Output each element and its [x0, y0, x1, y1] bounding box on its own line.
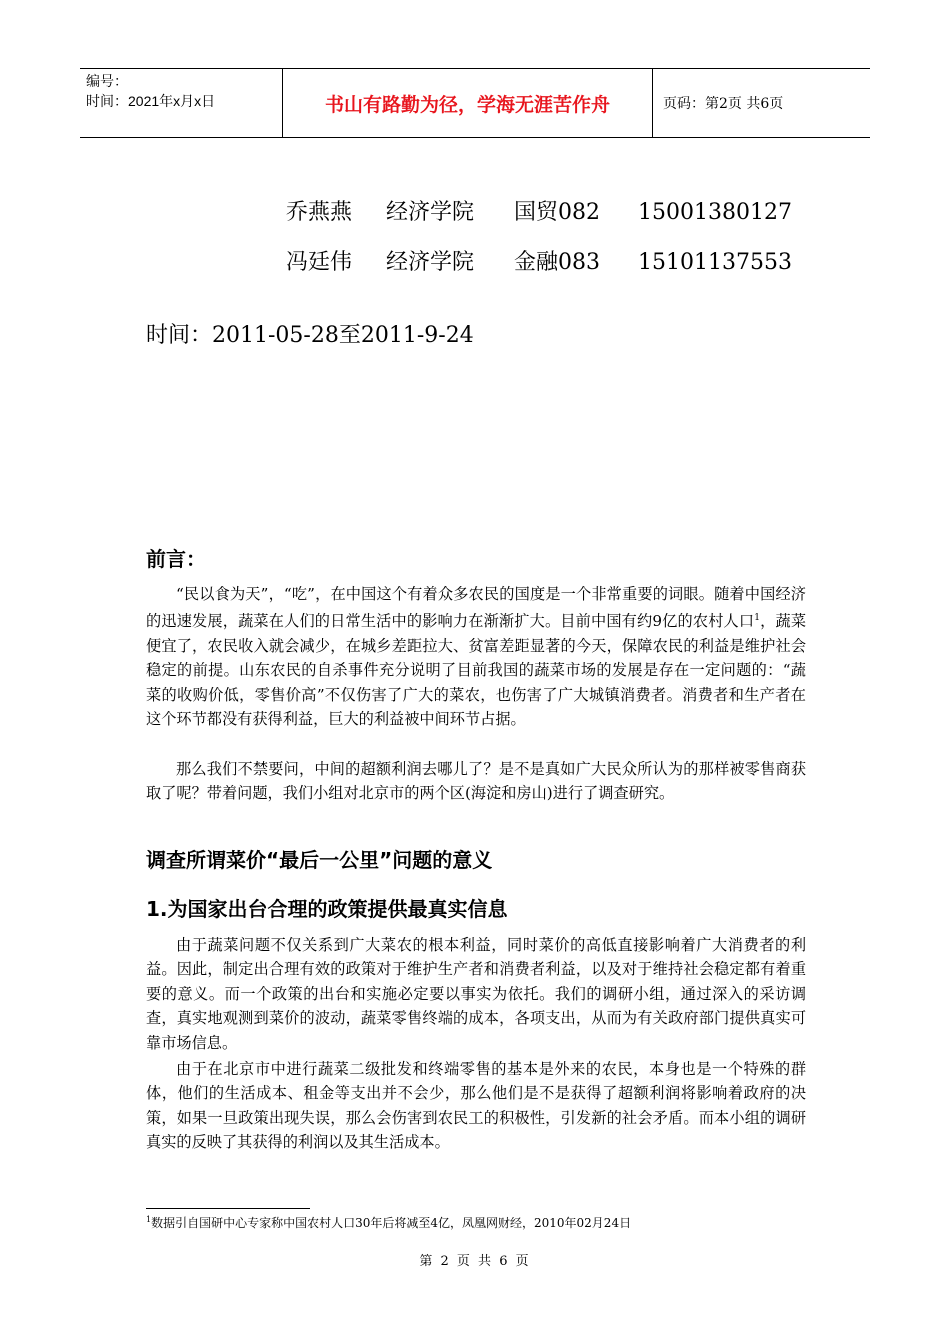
- contact-line-1: [272, 170, 792, 226]
- preface-heading: 前言：: [146, 547, 206, 571]
- contact-name: 乔燕燕: [286, 200, 353, 225]
- preface-paragraph-1: [146, 582, 806, 732]
- number-label: 编号：: [86, 73, 128, 89]
- contact-class: 国贸082: [514, 200, 600, 225]
- footnote-mark: 1: [146, 1215, 152, 1224]
- contact-class: 金融083: [514, 250, 600, 275]
- page-label: 页码：第2页 共6页: [663, 96, 784, 112]
- contact-school: 经济学院: [386, 200, 475, 225]
- contact-line-2: [272, 220, 792, 276]
- footnote-text: 数据引自国研中心专家称中国农村人口30年后将减至4亿，凤凰网财经，2010年02月24日: [151, 1216, 632, 1230]
- page-number: 第 2 页 共 6 页: [419, 1254, 531, 1269]
- footnote-ref: 1: [754, 613, 760, 624]
- preface-paragraph-2: 那么我们不禁要问，中间的超额利润去哪儿了？是不是真如广大民众所认为的那样被零售商获取了呢？带着问题，我们小组对北京市的两个区(海淀和房山)进行了调查研究。: [146, 760, 806, 803]
- footnote-divider: [146, 1208, 310, 1209]
- header-info-cell: [80, 69, 283, 137]
- header-table: [80, 68, 870, 138]
- page-label-cell: [653, 69, 870, 137]
- contact-name: 冯廷伟: [286, 250, 353, 275]
- contact-phone: 15101137553: [638, 250, 792, 275]
- contact-phone: 15001380127: [638, 200, 792, 225]
- section-subheading: 1.为国家出台合理的政策提供最真实信息: [146, 897, 508, 921]
- motto-cell: [283, 69, 653, 137]
- motto-text: 书山有路勤为径，学海无涯苦作舟: [324, 93, 610, 116]
- preface-text: “民以食为天”，“吃”，在中国这个有着众多农民的国度是一个非常重要的词眼。随着中国经济的迅速发展，蔬菜在人们的日常生活中的影响力在渐渐扩大。目前中国有约9亿的农村人口: [146, 585, 806, 631]
- contact-school: 经济学院: [386, 250, 475, 275]
- section-heading: 调查所谓菜价“最后一公里”问题的意义: [146, 848, 493, 872]
- footnote: [146, 1214, 631, 1231]
- date-label: 时间：2021年x月x日: [86, 93, 216, 109]
- section-paragraph-1: 由于蔬菜问题不仅关系到广大菜农的根本利益，同时菜价的高低直接影响着广大消费者的利益。因此，制定出合理有效的政策对于维护生产者和消费者利益，以及对于维持社会稳定都有着重要的意义。而一个政策的出台和实施必定要以事实为依托。我们的调研小组，通过深入的采访调查，真实地观测到菜价的波动，蔬菜零售终端的成本，各项支出，从而为有关政府部门提供真实可靠市场信息。: [146, 936, 806, 1052]
- time-range: 时间：2011-05-28至2011-9-24: [146, 323, 474, 348]
- preface-text-rest: ，蔬菜便宜了，农民收入就会减少，在城乡差距拉大、贫富差距显著的今天，保障农民的利益是维护社会稳定的前提。山东农民的自杀事件充分说明了目前我国的蔬菜市场的发展是存在一定问题的：“蔬菜的收购价低，零售价高”不仅伤害了广大的菜农，也伤害了广大城镇消费者。消费者和生产者在这个环节都没有获得利益，巨大的利益被中间环节占据。: [146, 612, 806, 729]
- section-paragraph-2: 由于在北京市中进行蔬菜二级批发和终端零售的基本是外来的农民，本身也是一个特殊的群体，他们的生活成本、租金等支出并不会少，那么他们是不是获得了超额利润将影响着政府的决策，如果一旦政策出现失误，那么会伤害到农民工的积极性，引发新的社会矛盾。而本小组的调研真实的反映了其获得的利润以及其生活成本。: [146, 1060, 806, 1152]
